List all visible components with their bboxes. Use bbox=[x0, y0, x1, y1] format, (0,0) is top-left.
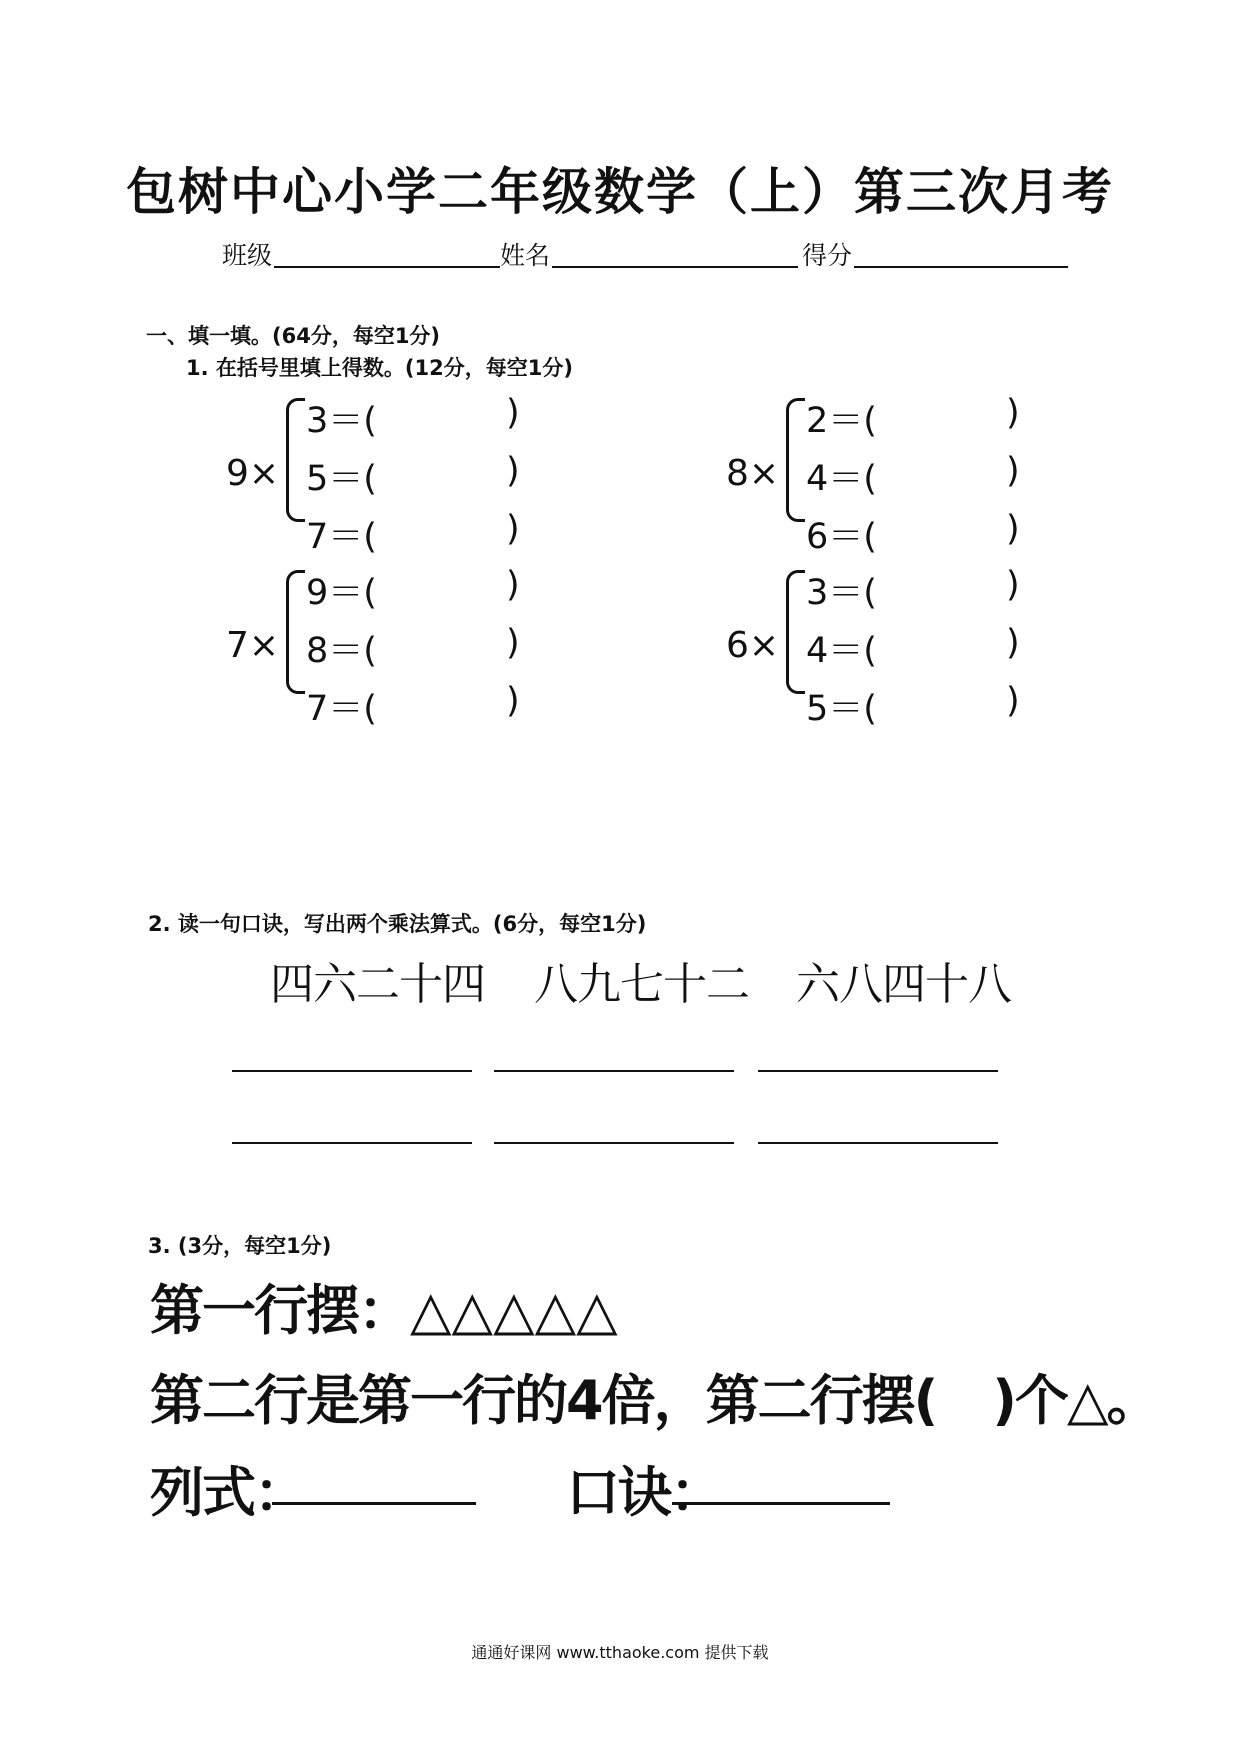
answer-blank[interactable]: ) bbox=[1006, 509, 1020, 549]
equation-row: 3＝( bbox=[306, 401, 377, 441]
row2-line bbox=[150, 1358, 1158, 1435]
question-1-label: 1. 在括号里填上得数。(12分，每空1分) bbox=[186, 356, 573, 380]
equation-row: 9＝( bbox=[306, 573, 377, 613]
proverb: 八九七十二 bbox=[534, 959, 749, 1010]
answer-blank[interactable]: ) bbox=[506, 681, 520, 721]
page-title: 包树中心小学二年级数学（上）第三次月考 bbox=[126, 163, 1114, 221]
equation-row: 7＝( bbox=[306, 517, 377, 557]
answer-line[interactable] bbox=[758, 1142, 998, 1144]
left-brace bbox=[786, 398, 805, 522]
proverb: 六八四十八 bbox=[796, 959, 1011, 1010]
rhyme-label: 口诀： bbox=[566, 1461, 722, 1524]
equation-row: 6＝( bbox=[806, 517, 877, 557]
answer-blank[interactable]: ) bbox=[1006, 623, 1020, 663]
answer-blank[interactable]: ) bbox=[1006, 565, 1020, 605]
equation-row: 4＝( bbox=[806, 459, 877, 499]
equation-row: 8＝( bbox=[306, 631, 377, 671]
equation-row: 3＝( bbox=[806, 573, 877, 613]
answer-blank[interactable]: ) bbox=[506, 393, 520, 433]
left-brace bbox=[786, 570, 805, 694]
answer-line[interactable] bbox=[758, 1070, 998, 1072]
triangle-icon: △ bbox=[451, 1279, 492, 1342]
answer-blank[interactable]: ) bbox=[1006, 393, 1020, 433]
name-field[interactable] bbox=[552, 266, 798, 268]
multiplier-label: 7× bbox=[226, 625, 280, 666]
section-heading: 一、填一填。(64分，每空1分) bbox=[146, 324, 441, 348]
answer-blank[interactable]: ) bbox=[1006, 681, 1020, 721]
score-label: 得分 bbox=[802, 241, 853, 270]
question-2-label: 2. 读一句口诀，写出两个乘法算式。(6分，每空1分) bbox=[148, 912, 647, 936]
answer-line[interactable] bbox=[494, 1070, 734, 1072]
score-field[interactable] bbox=[854, 266, 1068, 268]
answer-line[interactable] bbox=[232, 1070, 472, 1072]
multiplier-label: 6× bbox=[726, 625, 780, 666]
answer-blank[interactable]: ) bbox=[506, 623, 520, 663]
class-field[interactable] bbox=[274, 266, 500, 268]
triangle-icon: △ bbox=[410, 1279, 450, 1342]
triangle-icon: △ bbox=[534, 1279, 575, 1342]
row2-suffix: )个△。 bbox=[992, 1369, 1159, 1432]
row2-prefix: 第二行是第一行的4倍，第二行摆( bbox=[150, 1369, 937, 1432]
triangle-icon: △ bbox=[576, 1279, 616, 1342]
multiplier-label: 8× bbox=[726, 453, 780, 494]
answer-blank[interactable]: ) bbox=[506, 509, 520, 549]
answer-blank[interactable]: ) bbox=[1006, 451, 1020, 491]
answer-blank[interactable]: ) bbox=[506, 565, 520, 605]
formula-answer-line[interactable] bbox=[272, 1502, 476, 1505]
answer-line[interactable] bbox=[494, 1142, 734, 1144]
footer-credit: 通通好课网 www.tthaoke.com 提供下载 bbox=[471, 1643, 769, 1662]
equation-row: 2＝( bbox=[806, 401, 877, 441]
row1-prefix: 第一行摆： bbox=[150, 1279, 410, 1342]
answer-blank[interactable]: ) bbox=[506, 451, 520, 491]
answer-line[interactable] bbox=[232, 1142, 472, 1144]
equation-row: 7＝( bbox=[306, 689, 377, 729]
left-brace bbox=[286, 398, 305, 522]
triangle-icon: △ bbox=[493, 1279, 533, 1342]
equation-row: 4＝( bbox=[806, 631, 877, 671]
multiplier-label: 9× bbox=[226, 453, 280, 494]
left-brace bbox=[286, 570, 305, 694]
rhyme-answer-line[interactable] bbox=[672, 1502, 890, 1505]
row1-line bbox=[150, 1268, 618, 1345]
formula-label: 列式： bbox=[150, 1461, 306, 1524]
class-label: 班级 bbox=[222, 241, 273, 270]
question-3-label: 3. (3分，每空1分) bbox=[148, 1234, 332, 1258]
name-label: 姓名 bbox=[500, 241, 551, 270]
proverb: 四六二十四 bbox=[270, 959, 485, 1010]
equation-row: 5＝( bbox=[306, 459, 377, 499]
equation-row: 5＝( bbox=[806, 689, 877, 729]
